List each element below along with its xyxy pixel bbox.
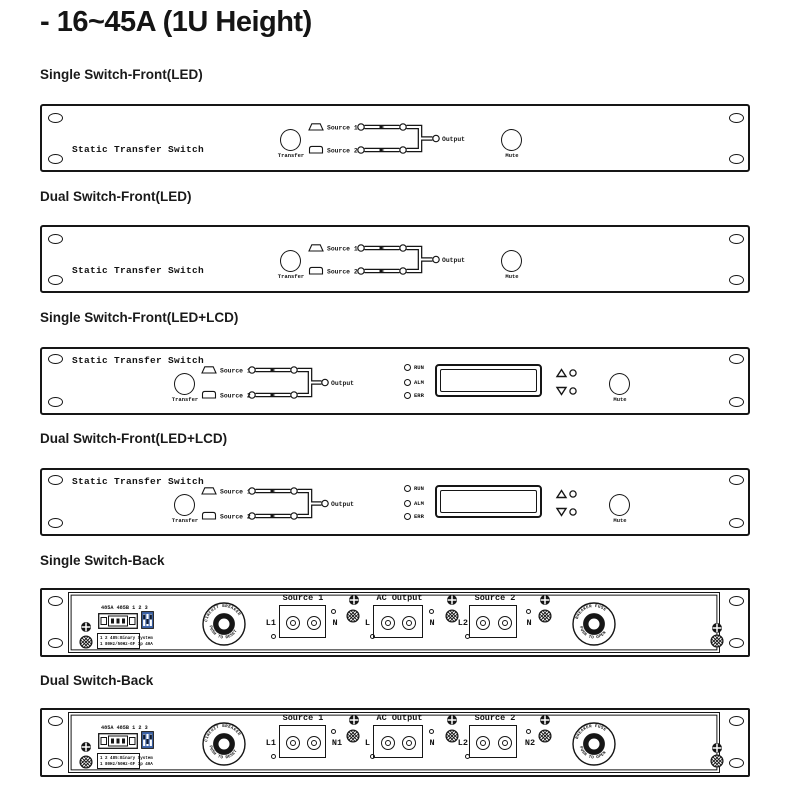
- up-button: [553, 367, 579, 379]
- transfer-button-label: Transfer: [277, 152, 305, 159]
- mounting-hole-icon: [729, 596, 744, 606]
- mounting-hole-icon: [48, 113, 63, 123]
- panel-single-switch-front-led: [40, 104, 750, 172]
- terminal-port: [381, 736, 395, 750]
- source1-neutral-label: N: [332, 618, 338, 628]
- mounting-hole-icon: [729, 154, 744, 164]
- alm-led-label: ALM: [414, 378, 424, 386]
- knurled-screw-icon: [79, 755, 93, 769]
- rs485-port-label: 485A 485B 1 2 3: [101, 605, 148, 611]
- transfer-button-label: Transfer: [277, 273, 305, 280]
- err-led-icon: [404, 513, 411, 520]
- cover-hole-icon: [526, 609, 531, 614]
- knurled-screw-icon: [710, 754, 724, 768]
- run-led-icon: [404, 364, 411, 371]
- mounting-hole-icon: [48, 275, 63, 285]
- cover-hole-icon: [465, 754, 470, 759]
- lcd-display: [435, 364, 542, 397]
- source2-neutral-label: N2: [524, 738, 536, 748]
- transfer-button: [174, 373, 195, 395]
- output-neutral-label: N: [429, 738, 435, 748]
- section-heading-single-back: Single Switch-Back: [40, 553, 165, 568]
- terminal-port: [286, 736, 300, 750]
- section-heading-dual-front-led: Dual Switch-Front(LED): [40, 189, 192, 204]
- knurled-screw-icon: [538, 609, 552, 623]
- knurled-screw-icon: [538, 729, 552, 743]
- transfer-button-label: Transfer: [171, 396, 199, 403]
- mounting-hole-icon: [48, 397, 63, 407]
- panel-single-switch-front-lcd: [40, 347, 750, 415]
- run-led-icon: [404, 485, 411, 492]
- screw-icon: [711, 622, 723, 634]
- mute-button-label: Mute: [505, 273, 519, 280]
- terminal-port: [498, 616, 512, 630]
- source1-title: Source 1: [282, 713, 324, 723]
- dip-switch: [141, 731, 154, 749]
- transfer-button: [280, 129, 301, 151]
- panel-dual-switch-front-lcd: [40, 468, 750, 536]
- circuit-breaker: [201, 601, 247, 647]
- mounting-hole-icon: [729, 234, 744, 244]
- mounting-hole-icon: [729, 518, 744, 528]
- source1-title: Source 1: [282, 593, 324, 603]
- cover-hole-icon: [370, 754, 375, 759]
- brand-text: Static Transfer Switch: [72, 265, 205, 276]
- source2-title: Source 2: [474, 593, 516, 603]
- panel-dual-switch-front-led: [40, 225, 750, 293]
- screw-icon: [539, 714, 551, 726]
- screw-icon: [80, 621, 92, 633]
- mounting-hole-icon: [729, 475, 744, 485]
- alm-led-label: ALM: [414, 499, 424, 507]
- output-line-label: L: [364, 618, 370, 628]
- mounting-hole-icon: [729, 758, 744, 768]
- screw-icon: [711, 742, 723, 754]
- rs485-connector: [98, 613, 138, 629]
- terminal-port: [381, 616, 395, 630]
- source2-line-label: L2: [457, 738, 468, 748]
- brand-text: Static Transfer Switch: [72, 144, 205, 155]
- knurled-screw-icon: [710, 634, 724, 648]
- mute-button-label: Mute: [505, 152, 519, 159]
- dip-switch: [141, 611, 154, 629]
- mute-button: [609, 494, 630, 516]
- transfer-button-label: Transfer: [171, 517, 199, 524]
- mounting-hole-icon: [729, 354, 744, 364]
- svg-text:PUSH TO OPEN: PUSH TO OPEN: [577, 746, 608, 761]
- mounting-hole-icon: [729, 716, 744, 726]
- err-led-label: ERR: [414, 391, 424, 399]
- lcd-screen: [440, 369, 537, 392]
- mounting-hole-icon: [48, 758, 63, 768]
- svg-text:BREAKER FUSE: BREAKER FUSE: [575, 604, 607, 620]
- screw-icon: [446, 714, 458, 726]
- rating-line-1: 1 2 485:Binary System: [100, 756, 153, 761]
- source2-line-label: L2: [457, 618, 468, 628]
- brand-text: Static Transfer Switch: [72, 355, 205, 366]
- err-led-label: ERR: [414, 512, 424, 520]
- up-button: [553, 488, 579, 500]
- rating-label: [97, 753, 153, 769]
- rs485-connector: [98, 733, 138, 749]
- svg-text:CIRCUIT BREAKER: CIRCUIT BREAKER: [205, 724, 241, 743]
- rating-line-1: 1 2 485:Binary System: [100, 636, 153, 641]
- cover-hole-icon: [465, 634, 470, 639]
- mute-button-label: Mute: [613, 396, 627, 403]
- source1-line-label: L1: [265, 738, 276, 748]
- source1-neutral-label: N1: [331, 738, 343, 748]
- svg-text:BREAKER FUSE: BREAKER FUSE: [575, 724, 607, 740]
- mounting-hole-icon: [729, 397, 744, 407]
- alm-led-icon: [404, 379, 411, 386]
- mute-button: [609, 373, 630, 395]
- screw-icon: [446, 594, 458, 606]
- knurled-screw-icon: [79, 635, 93, 649]
- mounting-hole-icon: [48, 518, 63, 528]
- mounting-hole-icon: [48, 638, 63, 648]
- cover-hole-icon: [429, 729, 434, 734]
- section-heading-single-front-led: Single Switch-Front(LED): [40, 67, 203, 82]
- cover-hole-icon: [526, 729, 531, 734]
- fuse-holder: [571, 601, 617, 647]
- err-led-icon: [404, 392, 411, 399]
- cover-hole-icon: [271, 634, 276, 639]
- svg-text:PUSH TO OPEN: PUSH TO OPEN: [577, 626, 608, 641]
- power-flow-diagram: [197, 358, 402, 410]
- brand-text: Static Transfer Switch: [72, 476, 205, 487]
- svg-text:PUSH TO RESET: PUSH TO RESET: [207, 745, 239, 761]
- panel-single-switch-back: [40, 588, 750, 657]
- rating-line-2: 1 80Hz/50Hz-GF 1p 40A: [100, 642, 153, 647]
- cover-hole-icon: [331, 609, 336, 614]
- rating-label: [97, 633, 153, 649]
- mounting-hole-icon: [48, 596, 63, 606]
- terminal-port: [402, 736, 416, 750]
- fuse-holder: [571, 721, 617, 767]
- power-flow-diagram: [197, 479, 402, 531]
- lcd-screen: [440, 490, 537, 513]
- mute-button-label: Mute: [613, 517, 627, 524]
- panel-dual-switch-back: [40, 708, 750, 777]
- terminal-port: [402, 616, 416, 630]
- mounting-hole-icon: [729, 275, 744, 285]
- mounting-hole-icon: [48, 154, 63, 164]
- screw-icon: [348, 594, 360, 606]
- section-heading-single-front-lcd: Single Switch-Front(LED+LCD): [40, 310, 239, 325]
- down-button: [553, 506, 579, 518]
- section-heading-dual-front-lcd: Dual Switch-Front(LED+LCD): [40, 431, 228, 446]
- svg-text:CIRCUIT BREAKER: CIRCUIT BREAKER: [205, 604, 241, 623]
- cover-hole-icon: [370, 634, 375, 639]
- mute-button: [501, 129, 522, 151]
- terminal-port: [476, 616, 490, 630]
- source1-line-label: L1: [265, 618, 276, 628]
- transfer-button: [280, 250, 301, 272]
- transfer-button: [174, 494, 195, 516]
- screw-icon: [80, 741, 92, 753]
- mute-button: [501, 250, 522, 272]
- ac-output-title: AC Output: [376, 713, 423, 723]
- screw-icon: [539, 594, 551, 606]
- section-heading-dual-back: Dual Switch-Back: [40, 673, 154, 688]
- alm-led-icon: [404, 500, 411, 507]
- output-line-label: L: [364, 738, 370, 748]
- lcd-display: [435, 485, 542, 518]
- mounting-hole-icon: [48, 234, 63, 244]
- output-neutral-label: N: [429, 618, 435, 628]
- mounting-hole-icon: [48, 475, 63, 485]
- terminal-port: [286, 616, 300, 630]
- rating-line-2: 1 80Hz/50Hz-GF 1p 40A: [100, 762, 153, 767]
- screw-icon: [348, 714, 360, 726]
- terminal-port: [498, 736, 512, 750]
- mounting-hole-icon: [48, 716, 63, 726]
- run-led-label: RUN: [414, 363, 424, 371]
- cover-hole-icon: [331, 729, 336, 734]
- terminal-port: [307, 616, 321, 630]
- svg-text:PUSH TO RESET: PUSH TO RESET: [207, 625, 239, 641]
- circuit-breaker: [201, 721, 247, 767]
- cover-hole-icon: [429, 609, 434, 614]
- mounting-hole-icon: [729, 113, 744, 123]
- mounting-hole-icon: [48, 354, 63, 364]
- source2-title: Source 2: [474, 713, 516, 723]
- page-title: - 16~45A (1U Height): [40, 6, 312, 38]
- terminal-port: [307, 736, 321, 750]
- cover-hole-icon: [271, 754, 276, 759]
- mounting-hole-icon: [729, 638, 744, 648]
- down-button: [553, 385, 579, 397]
- ac-output-title: AC Output: [376, 593, 423, 603]
- terminal-port: [476, 736, 490, 750]
- run-led-label: RUN: [414, 484, 424, 492]
- rs485-port-label: 485A 485B 1 2 3: [101, 725, 148, 731]
- source2-neutral-label: N: [526, 618, 532, 628]
